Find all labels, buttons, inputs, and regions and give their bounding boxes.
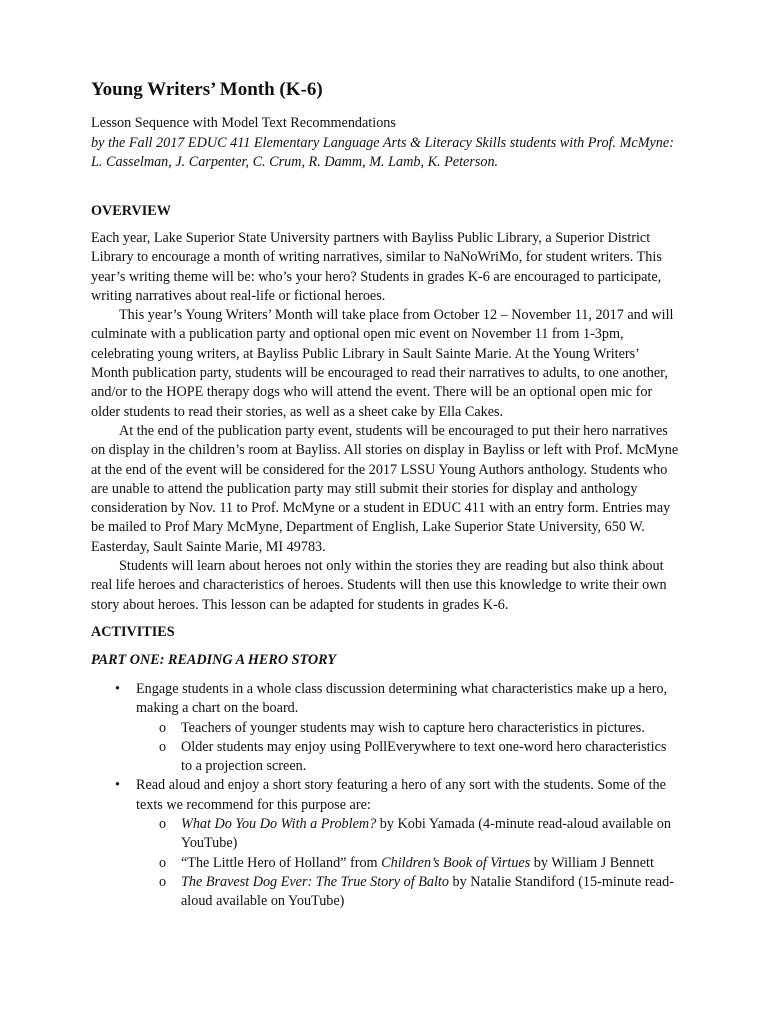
book-details: by Kobi Yamada (4-minute read-aloud available on YouTube) — [181, 816, 671, 852]
list-item — [91, 776, 680, 911]
sub-list — [136, 719, 680, 777]
document-byline: by the Fall 2017 EDUC 411 Elementary Language Arts & Literacy Skills students with Prof. McMyne: L. Casselman, J. Carpenter, C. Crum, R. Damm, M. Lamb, K. Peterson. — [91, 134, 674, 170]
book-title: What Do You Do With a Problem? — [181, 816, 377, 833]
overview-paragraph-4: Students will learn about heroes not only within the stories they are reading but also think about real life heroes and characteristics of heroes. Students will then use this knowledge to write their own story about heroes. This lesson can be adapted for students in grades K-6. — [91, 558, 667, 613]
bullet-icon: • — [115, 680, 120, 697]
list-item — [136, 719, 680, 738]
circle-bullet-icon: o — [159, 738, 167, 755]
document-title: Young Writers’ Month (K-6) — [91, 79, 323, 100]
part-one-heading: PART ONE: READING A HERO STORY — [91, 652, 337, 669]
bullet-text: Engage students in a whole class discussion determining what characteristics make up a hero, making a chart on the board. — [136, 680, 668, 717]
sub-bullet-text: Older students may enjoy using PollEverywhere to text one-word hero characteristics to a projection screen. — [181, 738, 667, 775]
list-item — [136, 738, 680, 777]
activities-heading: ACTIVITIES — [91, 623, 175, 640]
list-item — [136, 854, 680, 873]
circle-bullet-icon: o — [159, 719, 167, 736]
bullet-icon: • — [115, 777, 120, 794]
book-title: Children’s Book of Virtues — [381, 854, 531, 871]
book-title: The Bravest Dog Ever: The True Story of Balto — [181, 873, 449, 890]
overview-paragraph-3: At the end of the publication party event, students will be encouraged to put their hero narratives on display in the children’s room at Bayliss. All stories on display in Bayliss or left with Prof. McMyne at the end of the event will be considered for the 2017 LSSU Young Authors anthology. Students who are unable to attend the publication party may still submit their stories for display and anthology consideration by Nov. 11 to Prof. McMyne or a student in EDUC 411 with an entry form. Entries may be mailed to Prof Mary McMyne, Department of English, Lake Superior State University, 650 W. Easterday, Sault Sainte Marie, MI 49783. — [91, 422, 679, 555]
document-subtitle: Lesson Sequence with Model Text Recommendations — [91, 115, 396, 131]
sub-bullet-text: Teachers of younger students may wish to capture hero characteristics in pictures. — [181, 719, 645, 736]
circle-bullet-icon: o — [159, 873, 167, 890]
book-list — [136, 815, 680, 911]
overview-heading: OVERVIEW — [91, 202, 171, 219]
list-item — [136, 815, 680, 854]
list-item — [136, 873, 680, 912]
list-item — [91, 680, 680, 776]
book-details: by Natalie Standiford (15-minute read-aloud available on YouTube) — [181, 873, 674, 910]
circle-bullet-icon: o — [159, 816, 167, 833]
circle-bullet-icon: o — [159, 854, 167, 871]
activities-list — [91, 680, 680, 912]
book-details: by William J Bennett — [530, 854, 654, 871]
bullet-text: Read aloud and enjoy a short story featuring a hero of any sort with the students. Some of the texts we recommend for this purpose are: — [136, 777, 666, 813]
book-prefix: “The Little Hero of Holland” from — [181, 854, 382, 871]
overview-paragraph-2: This year’s Young Writers’ Month will take place from October 12 – November 11, 2017 and will culminate with a publication party and optional open mic event on November 11 from 1-3pm, celebrating young writers, at Bayliss Public Library in Sault Sainte Marie. At the Young Writers’ Month publication party, students will be encouraged to read their narratives to adults, to one another, and/or to the HOPE therapy dogs who will attend the event. There will be an optional open mic for older students to read their stories, as well as a sheet cake by Ella Cakes. — [91, 307, 674, 420]
overview-paragraph-1: Each year, Lake Superior State University partners with Bayliss Public Library, a Superior District Library to encourage a month of writing narratives, similar to NaNoWriMo, for student writers. This year’s writing theme will be: who’s your hero? Students in grades K-6 are encouraged to participate, writing narratives about real-life or fictional heroes. — [91, 230, 662, 304]
